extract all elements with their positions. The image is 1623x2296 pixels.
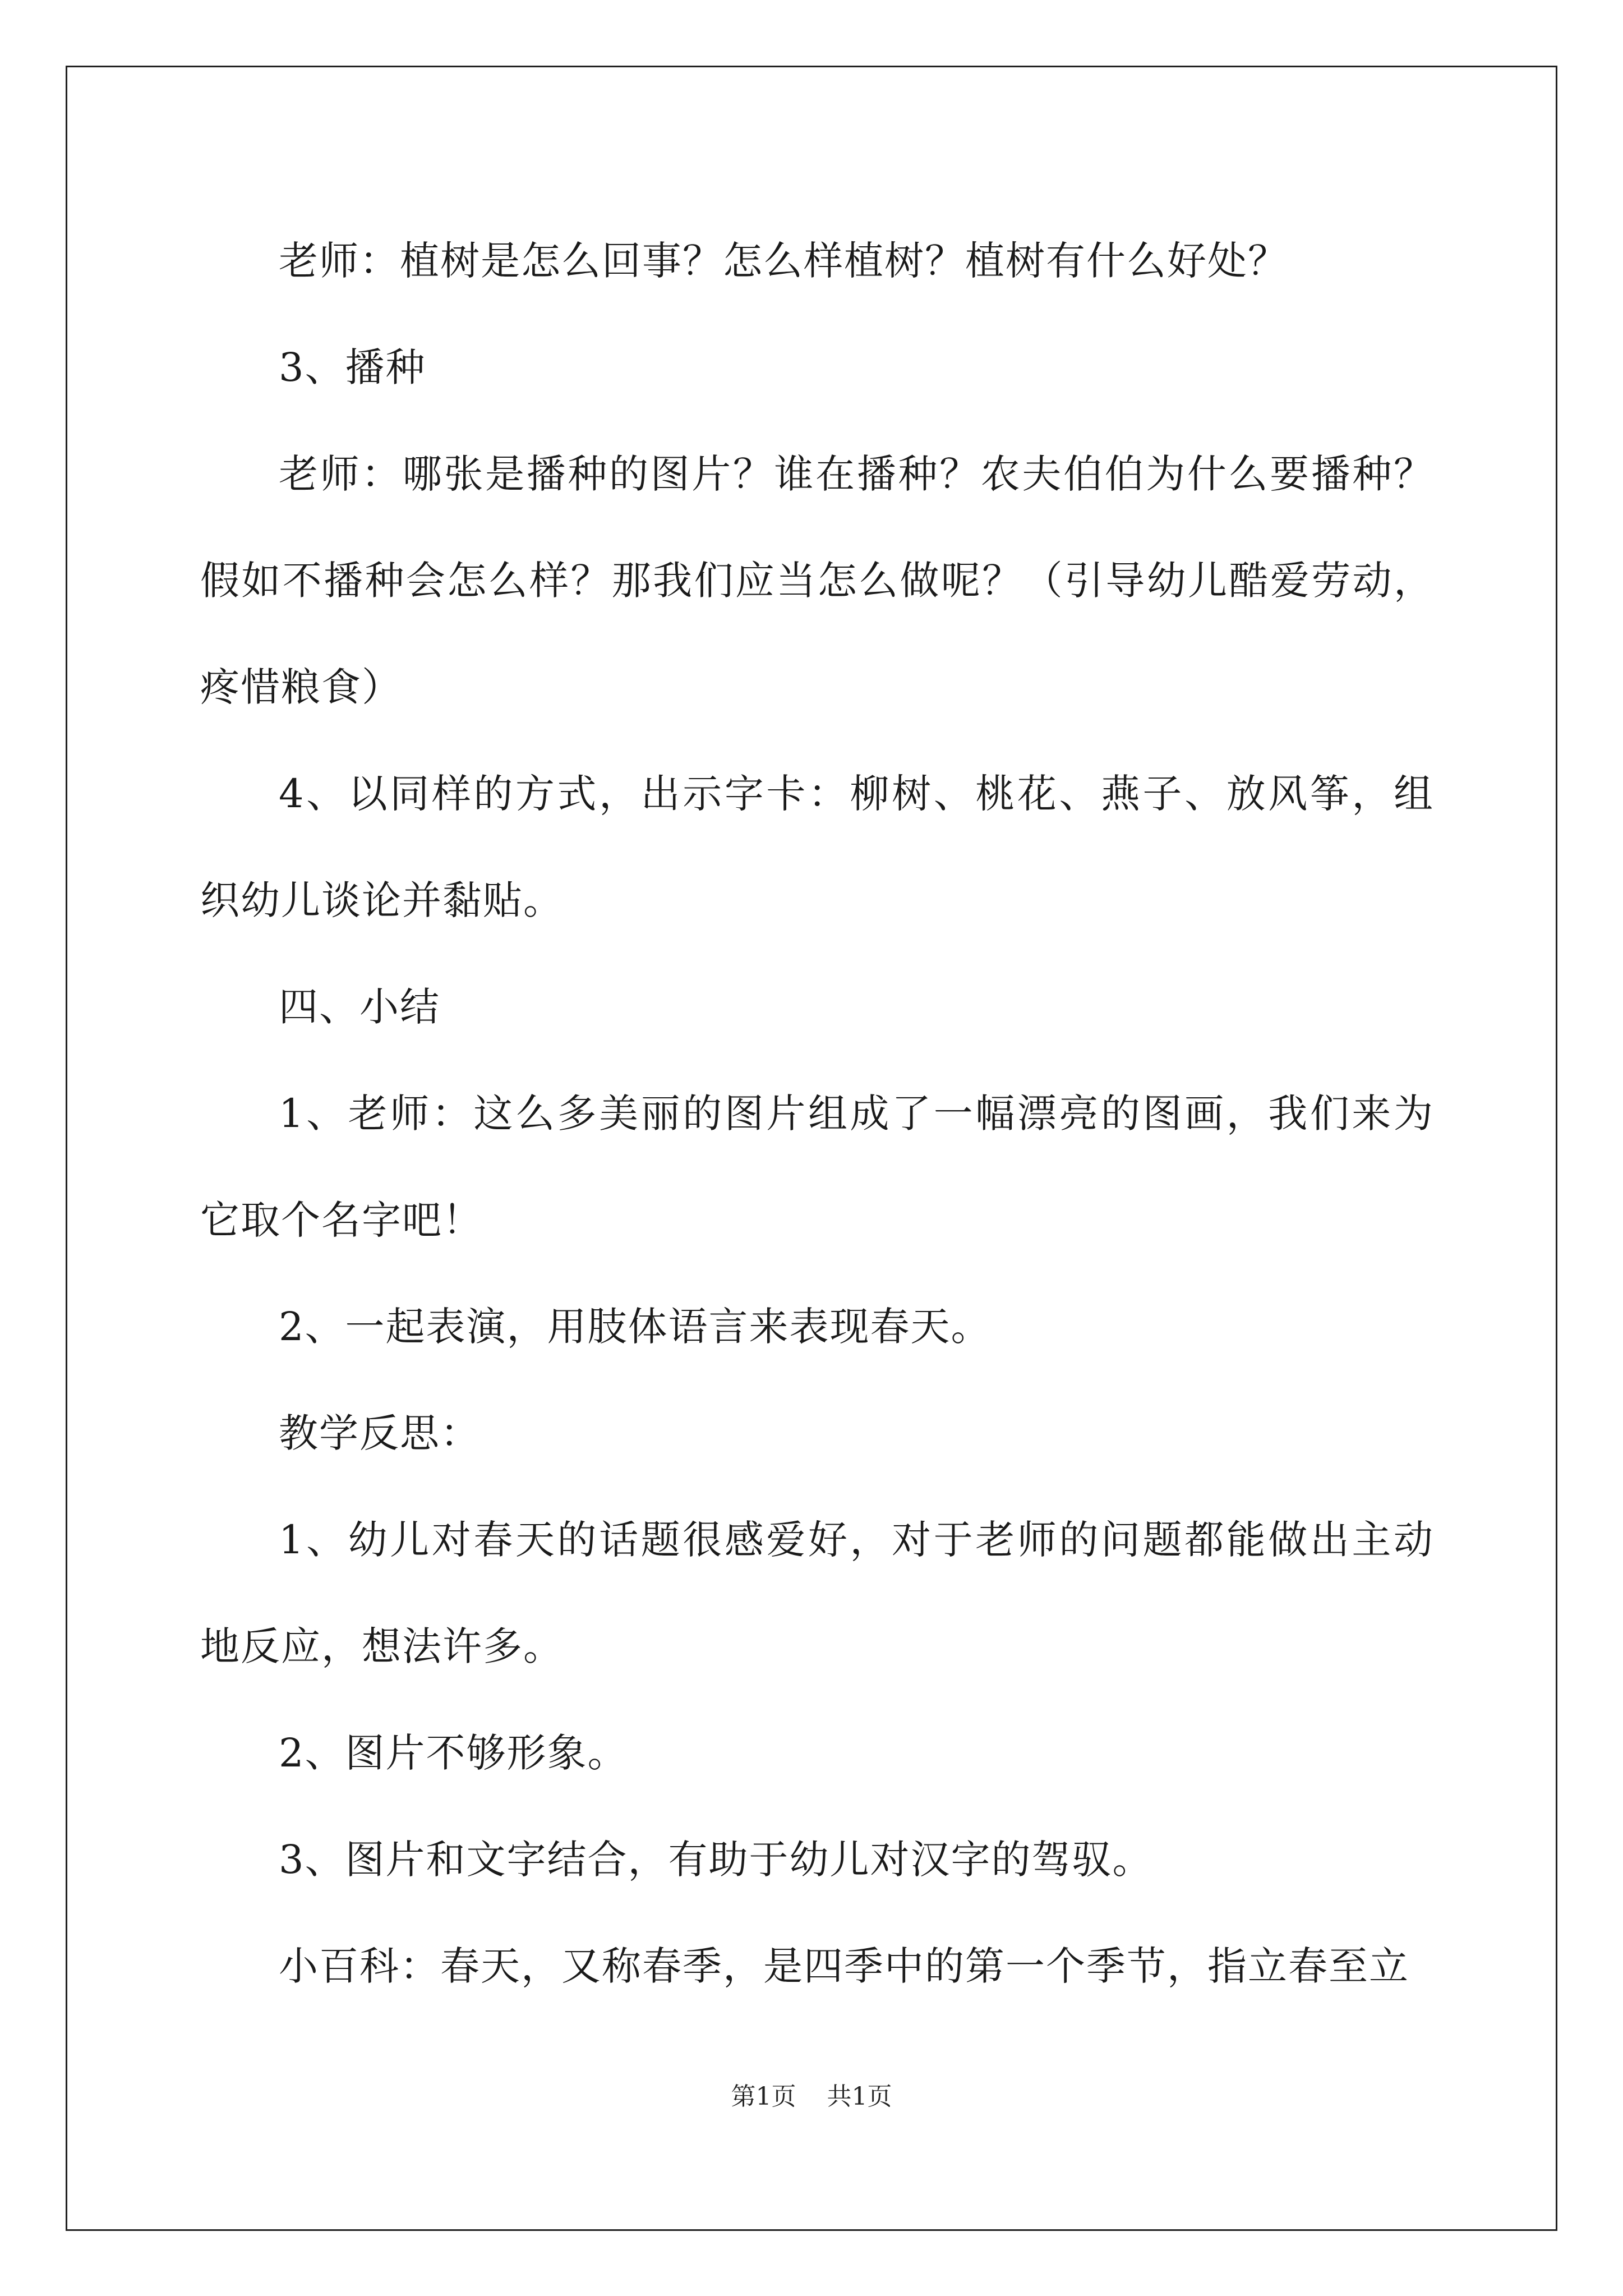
section-heading: 教学反思：: [279, 1410, 481, 1456]
page-total: 共1页: [827, 2082, 892, 2111]
paragraph: 老师：植树是怎么回事？怎么样植树？植树有什么好处？: [279, 238, 1288, 284]
section-heading: 四、小结: [279, 984, 440, 1030]
paragraph: 1、老师：这么多美丽的图片组成了一幅漂亮的图画，我们来为它取个名字吧！: [200, 1091, 1434, 1243]
page-footer: [0, 2080, 1623, 2114]
paragraph: 2、图片不够形象。: [279, 1730, 628, 1776]
paragraph: 老师：哪张是播种的图片？谁在播种？农夫伯伯为什么要播种？假如不播种会怎么样？那我们应当怎么做呢？（引导幼儿酷爱劳动，疼惜粮食）: [200, 451, 1434, 710]
section-heading: 3、播种: [279, 344, 426, 390]
paragraph: 小百科：春天，又称春季，是四季中的第一个季节，指立春至立: [279, 1943, 1409, 1989]
paragraph: 3、图片和文字结合，有助于幼儿对汉字的驾驭。: [279, 1837, 1153, 1883]
paragraph: 4、以同样的方式，出示字卡：柳树、桃花、燕子、放风筝，组织幼儿谈论并黏贴。: [200, 771, 1434, 923]
paragraph: 2、一起表演，用肢体语言来表现春天。: [279, 1304, 992, 1350]
paragraph: 1、幼儿对春天的话题很感爱好，对于老师的问题都能做出主动地反应，想法许多。: [200, 1517, 1434, 1669]
document-body: [200, 208, 1434, 2019]
page-number: 第1页: [731, 2082, 796, 2111]
